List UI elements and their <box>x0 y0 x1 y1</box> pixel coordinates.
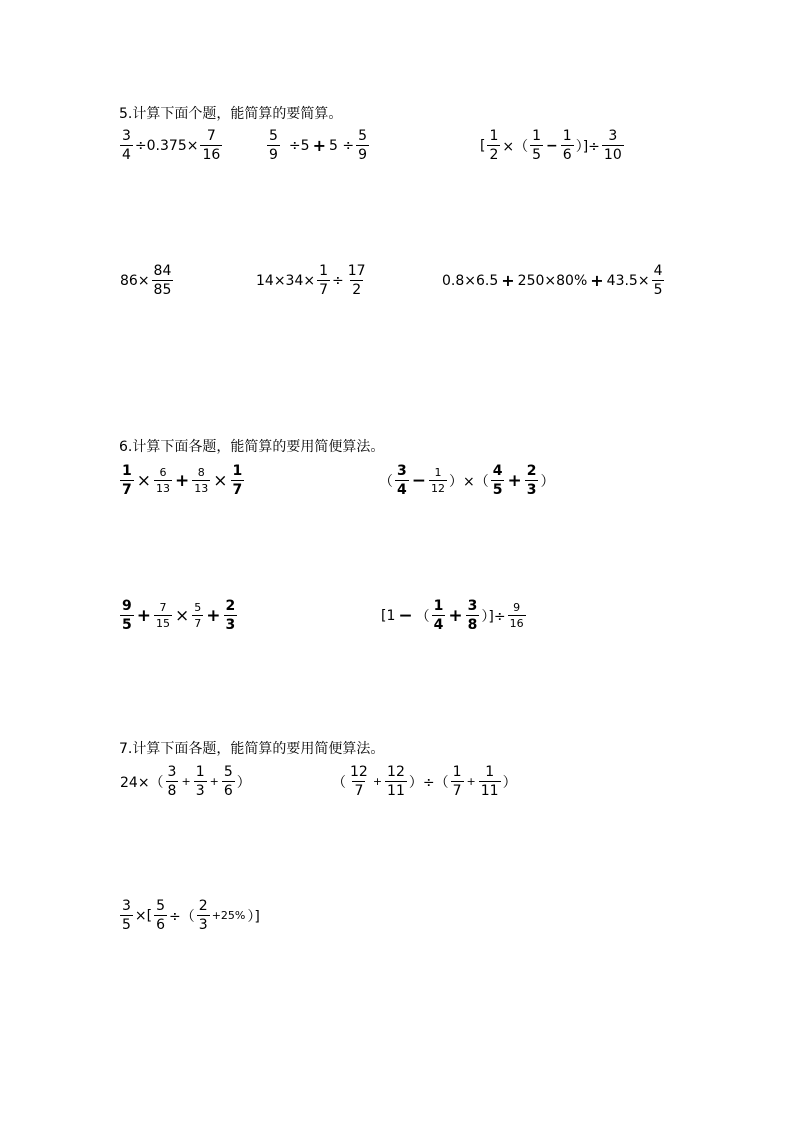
plus-sign: + <box>209 775 219 788</box>
bracket-text: ） <box>540 473 555 490</box>
bracket-text: （ <box>415 608 430 625</box>
denominator: 3 <box>198 917 208 933</box>
fraction <box>154 899 167 932</box>
denominator: 7 <box>354 783 364 799</box>
problem-7-1 <box>119 765 252 798</box>
problem-5-2 <box>266 129 370 162</box>
fraction <box>346 264 368 297</box>
times-sign: × <box>136 470 151 491</box>
fraction <box>602 129 624 162</box>
fraction <box>561 129 574 162</box>
denominator: 3 <box>526 482 537 498</box>
operator-text: ×（ <box>502 138 529 155</box>
operator-text: 14×34× <box>256 272 316 289</box>
numerator: 3 <box>608 128 618 144</box>
fraction <box>479 765 501 798</box>
numerator: 2 <box>198 898 208 914</box>
denominator: 4 <box>122 147 131 163</box>
denominator: 9 <box>358 147 367 163</box>
section-6-heading: 6.计算下面各题，能简算的要用简便算法。 <box>119 439 385 455</box>
numerator: 1 <box>195 764 205 780</box>
fraction <box>192 467 210 494</box>
fraction <box>508 602 526 629</box>
fraction <box>451 765 464 798</box>
fraction <box>487 129 500 162</box>
fraction <box>317 264 330 297</box>
denominator: 6 <box>562 147 572 163</box>
fraction <box>491 464 505 497</box>
fraction <box>120 599 134 632</box>
denominator: 9 <box>269 147 278 163</box>
plus-sign: + <box>448 605 463 626</box>
plus-sign: + <box>136 605 151 626</box>
numerator: 3 <box>167 764 177 780</box>
fraction <box>652 264 665 297</box>
minus-sign: − <box>398 605 413 626</box>
numerator: 2 <box>225 598 236 614</box>
plus-sign: + <box>590 271 604 290</box>
denominator: 85 <box>153 282 172 298</box>
problem-5-4 <box>119 264 174 297</box>
denominator: 6 <box>223 783 233 799</box>
numerator: 6 <box>159 466 167 479</box>
fraction <box>432 599 446 632</box>
operator-text: 250×80% <box>517 272 588 289</box>
numerator: 7 <box>206 128 216 144</box>
section-5-heading: 5.计算下面个题，能简算的要简算。 <box>119 106 343 122</box>
plus-sign: + <box>312 136 326 155</box>
fraction <box>154 602 172 629</box>
fraction <box>194 765 207 798</box>
numerator: 4 <box>653 263 663 279</box>
denominator: 8 <box>467 617 478 633</box>
fraction <box>429 467 447 494</box>
numerator: 17 <box>347 263 366 279</box>
fraction <box>385 765 407 798</box>
numerator: 12 <box>387 764 405 780</box>
plus-sign: + <box>501 271 515 290</box>
fraction <box>197 899 210 932</box>
denominator: 5 <box>122 617 132 633</box>
bracket-text: （ <box>332 774 346 791</box>
denominator: 3 <box>225 617 236 633</box>
fraction <box>267 129 280 162</box>
denominator: 2 <box>352 282 362 298</box>
fraction <box>348 765 370 798</box>
operator-text: [1 <box>381 607 396 624</box>
denominator: 12 <box>431 482 445 495</box>
plus-sign: + <box>181 775 191 788</box>
denominator: 11 <box>480 783 499 799</box>
numerator: 5 <box>194 601 202 614</box>
operator-text: 5 ÷ <box>328 137 355 154</box>
operator-text: 0.8×6.5 <box>442 272 499 289</box>
numerator: 9 <box>122 598 132 614</box>
fraction <box>120 899 133 932</box>
problem-5-1 <box>119 129 223 162</box>
operator-text: ）×（ <box>449 473 489 490</box>
bracket-text: ） <box>236 774 251 791</box>
denominator: 16 <box>509 617 524 630</box>
numerator: 1 <box>532 128 542 144</box>
numerator: 5 <box>223 764 233 780</box>
numerator: 5 <box>358 128 367 144</box>
denominator: 13 <box>194 482 209 495</box>
denominator: 8 <box>167 783 177 799</box>
numerator: 1 <box>489 128 499 144</box>
times-sign: × <box>213 470 228 491</box>
fraction <box>466 599 480 632</box>
bracket-text: ） <box>502 774 517 791</box>
denominator: 13 <box>156 482 170 495</box>
bracket-text: ）] <box>247 908 260 925</box>
denominator: 7 <box>122 482 132 498</box>
bracket-text: [ <box>480 137 486 154</box>
operator-text: 24×（ <box>120 774 164 791</box>
plus-sign: + <box>372 775 383 788</box>
fraction <box>120 129 133 162</box>
denominator: 15 <box>156 617 170 630</box>
problem-7-3 <box>119 899 261 932</box>
operator-text: ÷ <box>332 272 344 289</box>
operator-text: ÷0.375× <box>134 137 199 154</box>
problem-5-3 <box>479 129 625 162</box>
numerator: 1 <box>562 128 572 144</box>
plus-sign: + <box>175 470 190 491</box>
problem-7-2 <box>331 765 518 798</box>
denominator: 3 <box>195 783 205 799</box>
numerator: 3 <box>122 128 131 144</box>
denominator: 7 <box>232 482 243 498</box>
fraction <box>356 129 369 162</box>
fraction <box>192 602 203 629</box>
fraction <box>395 464 409 497</box>
minus-sign: − <box>411 470 426 491</box>
problem-6-1 <box>119 464 245 497</box>
numerator: 2 <box>526 463 537 479</box>
bracket-text: （ <box>379 473 393 490</box>
fraction <box>152 264 174 297</box>
numerator: 1 <box>122 463 132 479</box>
denominator: 4 <box>433 617 444 633</box>
problem-5-6 <box>441 264 665 297</box>
operator-text: ）]÷ <box>481 608 506 625</box>
numerator: 1 <box>433 598 444 614</box>
numerator: 5 <box>269 128 278 144</box>
plus-sign: + <box>466 775 476 788</box>
numerator: 5 <box>156 898 166 914</box>
section-7-heading: 7.计算下面各题，能简算的要用简便算法。 <box>119 741 385 757</box>
numerator: 1 <box>485 764 495 780</box>
minus-sign: − <box>546 137 558 154</box>
operator-text: ÷5 <box>288 137 310 154</box>
operator-text: ×[ <box>134 907 153 924</box>
denominator: 7 <box>194 617 202 630</box>
plus-sign: + <box>206 605 221 626</box>
denominator: 6 <box>156 917 166 933</box>
problem-6-4 <box>380 599 527 632</box>
denominator: 5 <box>122 917 131 933</box>
denominator: 11 <box>387 783 405 799</box>
numerator: 1 <box>434 466 442 479</box>
fraction <box>525 464 539 497</box>
operator-text: ）÷（ <box>408 774 449 791</box>
operator-text: 43.5× <box>606 272 650 289</box>
fraction <box>166 765 179 798</box>
numerator: 3 <box>122 898 131 914</box>
operator-text: 86× <box>120 272 150 289</box>
denominator: 5 <box>492 482 503 498</box>
problem-6-3 <box>119 599 238 632</box>
operator-text: ÷（ <box>169 908 195 925</box>
numerator: 1 <box>319 263 329 279</box>
fraction <box>154 467 172 494</box>
numerator: 1 <box>232 463 243 479</box>
fraction <box>224 599 238 632</box>
denominator: 2 <box>489 147 499 163</box>
times-sign: × <box>175 605 190 626</box>
numerator: 1 <box>452 764 462 780</box>
fraction <box>222 765 235 798</box>
denominator: 16 <box>202 147 221 163</box>
denominator: 10 <box>603 147 622 163</box>
numerator: 84 <box>153 263 172 279</box>
numerator: 9 <box>513 601 521 614</box>
numerator: 8 <box>197 466 205 479</box>
operator-text: ）]÷ <box>575 138 600 155</box>
denominator: 7 <box>319 282 329 298</box>
operator-text: +25% <box>211 909 246 922</box>
fraction <box>231 464 245 497</box>
fraction <box>120 464 134 497</box>
plus-sign: + <box>507 470 522 491</box>
fraction <box>530 129 543 162</box>
denominator: 5 <box>653 282 663 298</box>
numerator: 3 <box>397 463 407 479</box>
numerator: 4 <box>492 463 503 479</box>
denominator: 4 <box>397 482 407 498</box>
numerator: 3 <box>467 598 478 614</box>
denominator: 7 <box>452 783 462 799</box>
problem-6-2 <box>378 464 555 497</box>
problem-5-5 <box>255 264 369 297</box>
fraction <box>200 129 222 162</box>
numerator: 12 <box>350 764 368 780</box>
denominator: 5 <box>532 147 542 163</box>
numerator: 7 <box>159 601 167 614</box>
